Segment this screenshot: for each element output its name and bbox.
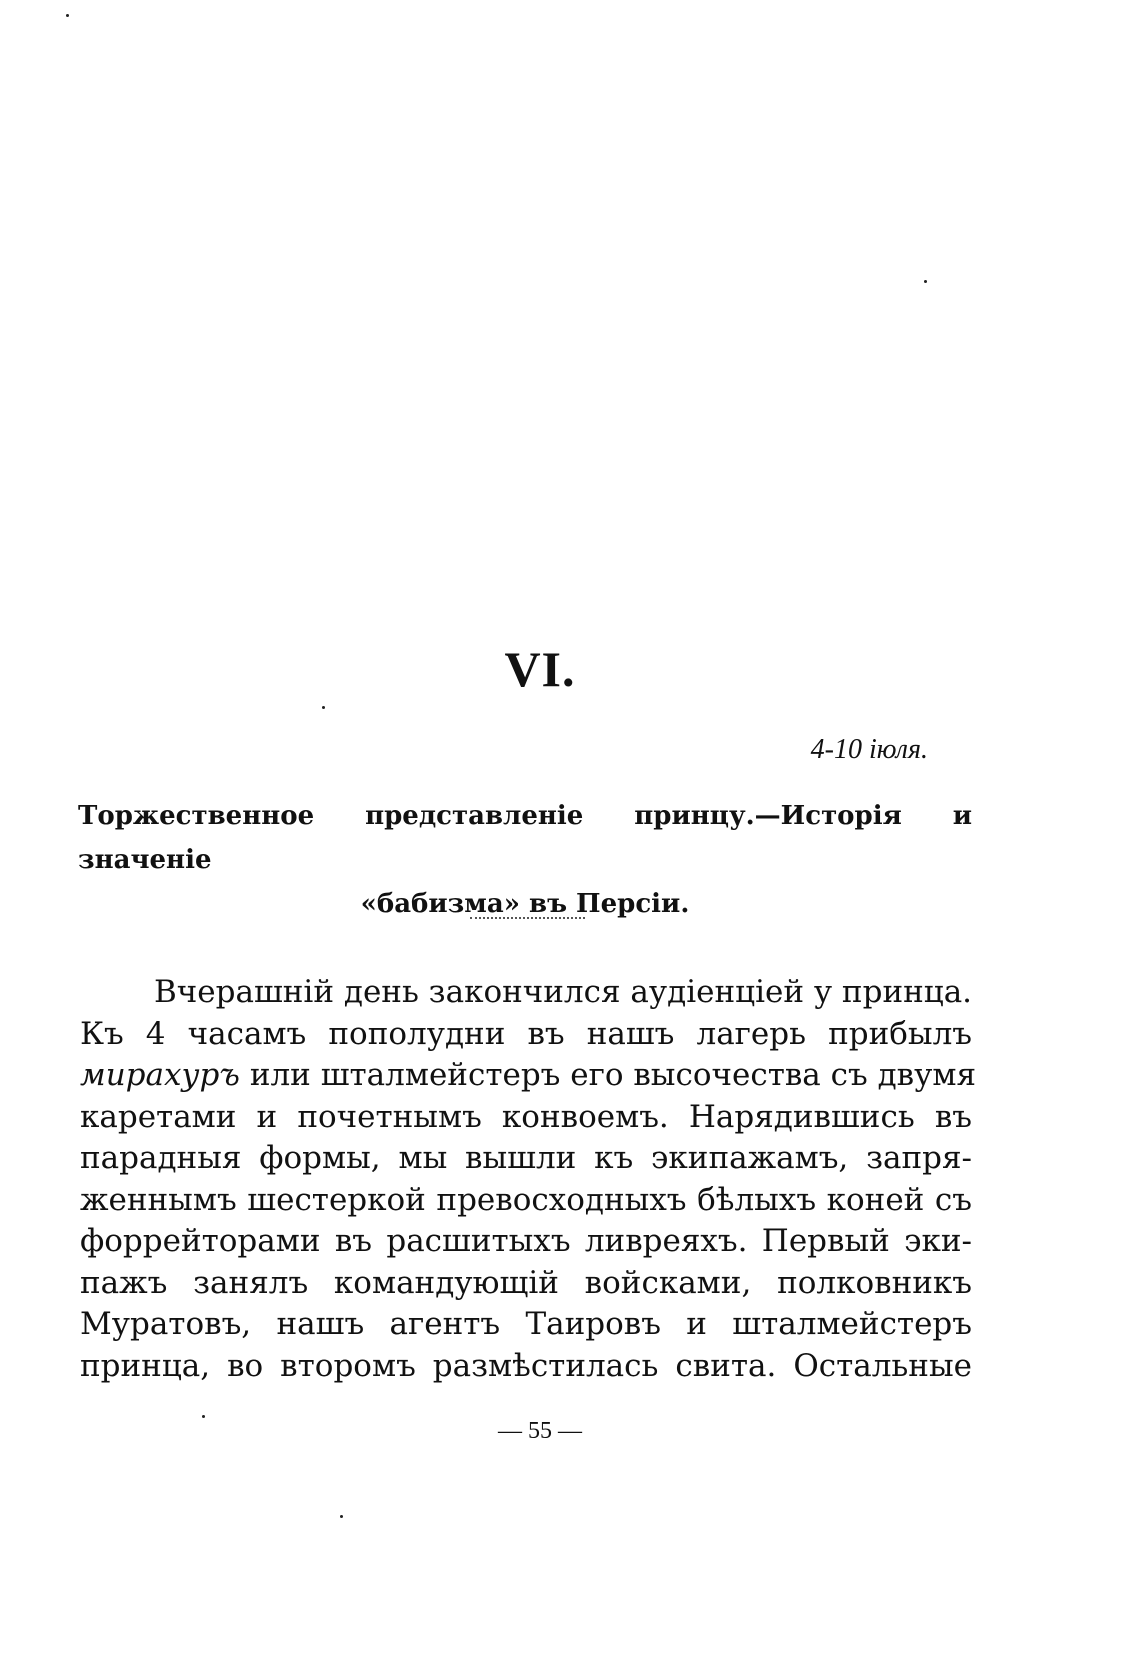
- body-line: Къ 4 часамъ пополудни въ нашъ лагерь прибылъ: [80, 1015, 972, 1052]
- body-line: парадныя формы, мы вышли къ экипажамъ, запря-: [80, 1140, 972, 1176]
- body-line-rest: или шталмейстеръ его высочества съ двумя: [249, 1057, 977, 1093]
- print-speck: [322, 706, 325, 709]
- body-line: женнымъ шестеркой превосходныхъ бѣлыхъ коней съ: [80, 1181, 972, 1218]
- body-line: пажъ занялъ командующій войсками, полковникъ: [80, 1264, 972, 1301]
- chapter-number: VI.: [504, 641, 576, 697]
- body-line: Муратовъ, нашъ агентъ Таировъ и шталмейстеръ: [80, 1306, 972, 1342]
- chapter-title: [78, 794, 972, 926]
- body-line: форрейторами въ расшитыхъ ливреяхъ. Первый эки-: [80, 1223, 972, 1259]
- section-divider: [470, 917, 585, 919]
- body-line: Вчерашній день закончился аудіенціей у принца.: [154, 974, 973, 1010]
- print-speck: [66, 14, 69, 17]
- body-line: [80, 1055, 977, 1097]
- chapter-date: 4-10 іюля.: [810, 734, 928, 765]
- italic-term: мирахуръ: [80, 1057, 240, 1093]
- print-speck: [340, 1515, 343, 1518]
- print-speck: [924, 280, 927, 283]
- body-line: принца, во второмъ размѣстилась свита. Остальные: [80, 1347, 972, 1384]
- body-line: каретами и почетнымъ конвоемъ. Нарядившись въ: [80, 1098, 972, 1135]
- page-number: — 55 —: [498, 1418, 582, 1444]
- chapter-title-line-2: «бабизма» въ Персіи.: [360, 889, 690, 919]
- body-paragraph: [80, 972, 977, 1387]
- chapter-title-line-1: Торжественное представленіе принцу.—Исторія и значеніе: [78, 801, 972, 875]
